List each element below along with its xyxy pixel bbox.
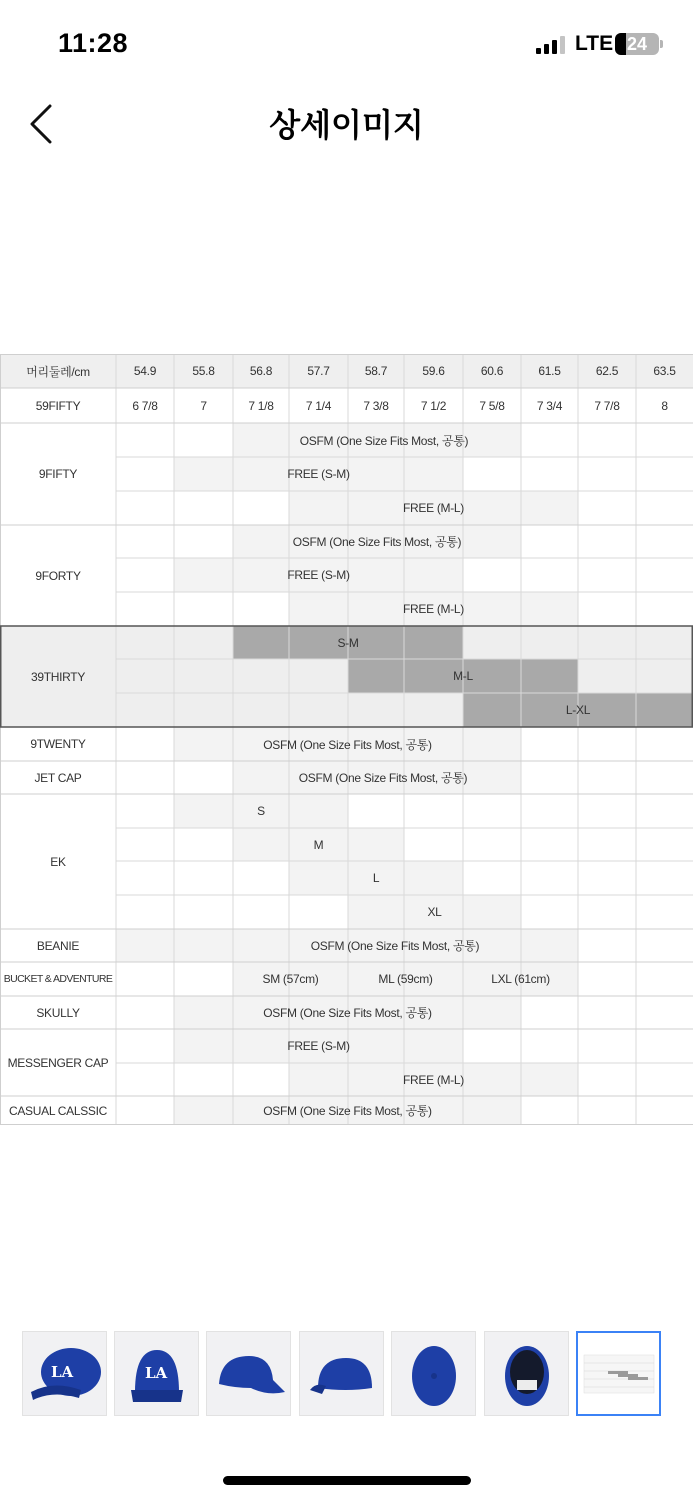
- fit-span-osfm: OSFM (One Size Fits Most, 공통): [263, 1006, 432, 1020]
- size-cm-cell: 60.6: [480, 364, 504, 378]
- fit-span-l-xl: L-XL: [565, 703, 591, 717]
- battery-level: 24: [626, 34, 648, 54]
- fit-span-osfm: OSFM (One Size Fits Most, 공통): [263, 737, 432, 752]
- cap-front-icon: [115, 1332, 199, 1416]
- signal-strength-icon: [536, 36, 566, 54]
- home-indicator[interactable]: [223, 1476, 471, 1485]
- fit-span-free-sm: FREE (S-M): [287, 568, 350, 582]
- size-chart-table: [0, 354, 693, 1125]
- network-type: LTE: [575, 32, 614, 55]
- row-label-casual-classic: CASUAL CALSSIC: [8, 1103, 108, 1118]
- fit-span-sm-57cm: SM (57cm): [262, 972, 319, 986]
- fit-span-lxl-61cm: LXL (61cm): [491, 972, 550, 986]
- size-cm-cell: 63.5: [653, 364, 676, 378]
- fit-span-s-m: S-M: [337, 635, 359, 650]
- cap-back-side-icon: [300, 1332, 384, 1416]
- battery-cap: [660, 40, 663, 48]
- header-label-head-circumference: 머리둘레/cm: [26, 364, 90, 379]
- size-inch-cell: 6 7/8: [132, 398, 158, 413]
- row-label-messenger-cap: MESSENGER CAP: [7, 1055, 109, 1070]
- fit-span-free-ml: FREE (M-L): [403, 602, 464, 616]
- size-cm-cell: 56.8: [249, 364, 273, 378]
- cap-top-icon: [392, 1332, 476, 1416]
- size-chart-thumb-icon: [578, 1333, 660, 1415]
- fit-span-osfm: OSFM (One Size Fits Most, 공통): [292, 535, 462, 549]
- row-label-39thirty: 39THIRTY: [30, 669, 86, 684]
- size-inch-cell: 7 1/4: [305, 398, 332, 413]
- fit-span-osfm: OSFM (One Size Fits Most, 공통): [298, 771, 468, 785]
- thumbnail-4[interactable]: [299, 1331, 384, 1416]
- fit-span-m-l: M-L: [453, 669, 473, 683]
- status-bar: [0, 0, 693, 90]
- fit-span-osfm: OSFM (One Size Fits Most, 공통): [263, 1104, 432, 1118]
- size-inch-cell: 7 3/4: [536, 398, 563, 413]
- fit-span-osfm: OSFM (One Size Fits Most, 공통): [310, 939, 480, 953]
- size-cm-cell: 59.6: [422, 364, 445, 378]
- size-cm-cell: 58.7: [364, 364, 388, 378]
- row-label-bucket-adventure: BUCKET & ADVENTURE: [3, 973, 113, 985]
- fit-span-free-ml: FREE (M-L): [403, 501, 464, 515]
- row-label-beanie: BEANIE: [36, 938, 80, 953]
- row-label-9fifty: 9FIFTY: [38, 467, 78, 481]
- fit-span-l: L: [372, 871, 380, 885]
- size-inch-cell: 7 5/8: [479, 398, 505, 413]
- size-cm-cell: 57.7: [307, 364, 330, 378]
- row-label-ek: EK: [50, 854, 66, 869]
- fit-span-xl: XL: [427, 905, 442, 919]
- size-cm-cell: 62.5: [595, 364, 619, 378]
- page-title: 상세이미지: [269, 106, 424, 144]
- thumbnail-7[interactable]: [576, 1331, 661, 1416]
- size-cm-cell: 54.9: [133, 364, 157, 378]
- fit-span-osfm: OSFM (One Size Fits Most, 공통): [299, 433, 469, 448]
- fit-span-m: M: [313, 837, 324, 852]
- row-label-59fifty: 59FIFTY: [35, 398, 81, 413]
- battery-icon: [615, 33, 659, 55]
- status-time: 11:28: [58, 28, 129, 58]
- cap-side-icon: [207, 1332, 291, 1416]
- size-inch-cell: 7 3/8: [363, 398, 389, 413]
- fit-span-free-sm: FREE (S-M): [287, 1039, 350, 1053]
- row-label-skully: SKULLY: [36, 1005, 80, 1020]
- size-inch-cell: 7 1/2: [420, 398, 447, 413]
- size-inch-cell: 7: [200, 398, 207, 413]
- thumbnail-3[interactable]: [206, 1331, 291, 1416]
- size-inch-cell: 8: [661, 398, 668, 413]
- size-inch-cell: 7 1/8: [248, 398, 274, 413]
- cap-side-front-icon: [23, 1332, 107, 1416]
- size-cm-cell: 55.8: [192, 364, 215, 378]
- cap-underside-icon: [485, 1332, 569, 1416]
- thumbnail-5[interactable]: [391, 1331, 476, 1416]
- thumbnail-2[interactable]: [114, 1331, 199, 1416]
- thumbnail-strip: [22, 1331, 662, 1417]
- fit-span-ml-59cm: ML (59cm): [378, 972, 433, 986]
- fit-span-free-sm: FREE (S-M): [287, 467, 350, 481]
- size-cm-cell: 61.5: [538, 364, 561, 378]
- thumbnail-6[interactable]: [484, 1331, 569, 1416]
- thumbnail-1[interactable]: [22, 1331, 107, 1416]
- row-label-9forty: 9FORTY: [35, 568, 81, 583]
- row-label-jet-cap: JET CAP: [34, 770, 82, 785]
- fit-span-s: S: [257, 804, 265, 818]
- svg-text:LA: LA: [51, 1363, 74, 1381]
- row-label-9twenty: 9TWENTY: [30, 737, 86, 751]
- svg-text:LA: LA: [145, 1364, 168, 1382]
- size-inch-cell: 7 7/8: [594, 398, 620, 413]
- fit-span-free-ml: FREE (M-L): [403, 1072, 464, 1087]
